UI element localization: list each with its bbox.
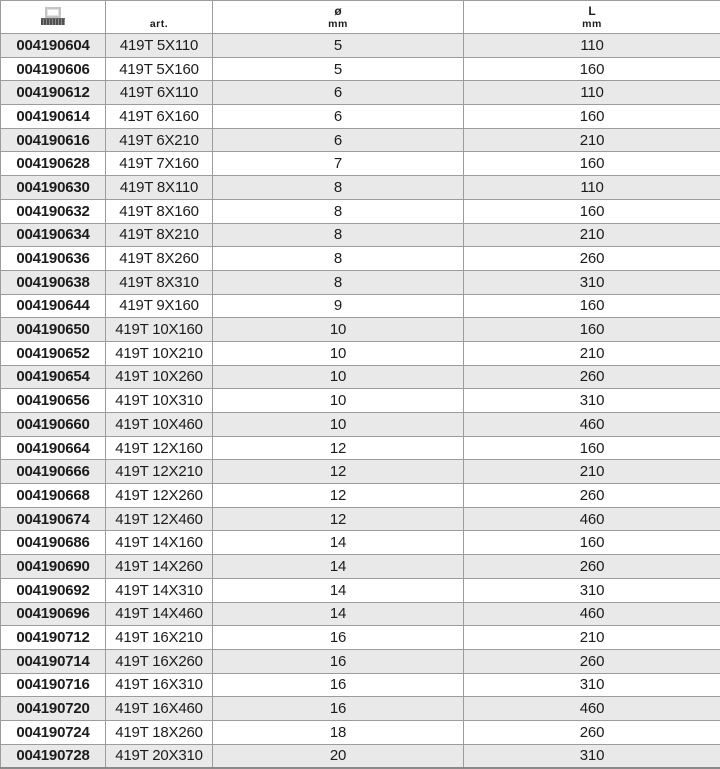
code-cell: 004190690 (1, 555, 106, 579)
diameter-cell: 16 (213, 649, 464, 673)
diameter-cell: 10 (213, 365, 464, 389)
diameter-cell: 7 (213, 152, 464, 176)
length-cell: 160 (464, 199, 720, 223)
length-cell: 160 (464, 105, 720, 129)
art-cell: 419T 10X460 (106, 413, 213, 437)
header-art-spacer (106, 5, 212, 18)
barcode-icon-stripes (41, 18, 65, 25)
code-cell: 004190614 (1, 105, 106, 129)
diameter-cell: 12 (213, 484, 464, 508)
art-cell: 419T 20X310 (106, 744, 213, 768)
art-cell: 419T 12X160 (106, 436, 213, 460)
length-cell: 160 (464, 531, 720, 555)
diameter-cell: 5 (213, 57, 464, 81)
table-row (1, 57, 720, 81)
diameter-cell: 14 (213, 578, 464, 602)
code-cell: 004190692 (1, 578, 106, 602)
code-cell: 004190656 (1, 389, 106, 413)
length-cell: 160 (464, 57, 720, 81)
diameter-cell: 8 (213, 223, 464, 247)
length-cell: 310 (464, 270, 720, 294)
art-cell: 419T 9X160 (106, 294, 213, 318)
art-cell: 419T 14X160 (106, 531, 213, 555)
diameter-cell: 5 (213, 34, 464, 58)
art-cell: 419T 10X210 (106, 341, 213, 365)
diameter-cell: 6 (213, 105, 464, 129)
code-cell: 004190712 (1, 626, 106, 650)
diameter-cell: 20 (213, 744, 464, 768)
table-row (1, 531, 720, 555)
art-cell: 419T 16X310 (106, 673, 213, 697)
length-cell: 210 (464, 626, 720, 650)
art-cell: 419T 5X160 (106, 57, 213, 81)
diameter-cell: 10 (213, 389, 464, 413)
code-cell: 004190674 (1, 507, 106, 531)
art-cell: 419T 8X210 (106, 223, 213, 247)
length-cell: 260 (464, 649, 720, 673)
table-row (1, 176, 720, 200)
table-row (1, 247, 720, 271)
code-cell: 004190612 (1, 81, 106, 105)
length-cell: 310 (464, 744, 720, 768)
art-cell: 419T 14X260 (106, 555, 213, 579)
length-cell: 160 (464, 436, 720, 460)
length-cell: 210 (464, 223, 720, 247)
header-length-column (464, 1, 720, 34)
table-row (1, 128, 720, 152)
code-cell: 004190636 (1, 247, 106, 271)
length-cell: 110 (464, 176, 720, 200)
code-cell: 004190716 (1, 673, 106, 697)
art-cell: 419T 5X110 (106, 34, 213, 58)
art-cell: 419T 12X460 (106, 507, 213, 531)
table-row (1, 34, 720, 58)
length-cell: 210 (464, 341, 720, 365)
length-cell: 160 (464, 318, 720, 342)
diameter-cell: 16 (213, 673, 464, 697)
header-length-unit: mm (464, 18, 720, 30)
length-cell: 260 (464, 555, 720, 579)
barcode-icon (41, 7, 65, 25)
art-cell: 419T 6X160 (106, 105, 213, 129)
diameter-cell: 6 (213, 81, 464, 105)
art-cell: 419T 14X460 (106, 602, 213, 626)
code-cell: 004190644 (1, 294, 106, 318)
table-row (1, 673, 720, 697)
code-cell: 004190632 (1, 199, 106, 223)
diameter-cell: 18 (213, 720, 464, 744)
code-cell: 004190604 (1, 34, 106, 58)
table-row (1, 105, 720, 129)
diameter-cell: 14 (213, 602, 464, 626)
length-cell: 110 (464, 81, 720, 105)
diameter-cell: 10 (213, 413, 464, 437)
art-cell: 419T 12X260 (106, 484, 213, 508)
table-row (1, 341, 720, 365)
table-row (1, 484, 720, 508)
table-body (1, 34, 720, 768)
art-cell: 419T 16X260 (106, 649, 213, 673)
diameter-cell: 12 (213, 507, 464, 531)
table-row (1, 223, 720, 247)
code-cell: 004190668 (1, 484, 106, 508)
diameter-cell: 14 (213, 555, 464, 579)
code-cell: 004190634 (1, 223, 106, 247)
table-header (1, 1, 720, 34)
header-art-column (106, 1, 213, 34)
diameter-cell: 12 (213, 460, 464, 484)
length-cell: 260 (464, 484, 720, 508)
length-cell: 160 (464, 152, 720, 176)
table-row (1, 81, 720, 105)
table-row (1, 744, 720, 768)
diameter-cell: 10 (213, 341, 464, 365)
table-row (1, 720, 720, 744)
art-cell: 419T 10X160 (106, 318, 213, 342)
code-cell: 004190696 (1, 602, 106, 626)
code-cell: 004190660 (1, 413, 106, 437)
code-cell: 004190652 (1, 341, 106, 365)
header-diameter-unit: mm (213, 18, 463, 30)
table-row (1, 365, 720, 389)
header-diameter-symbol: ø (213, 5, 463, 18)
table-row (1, 270, 720, 294)
diameter-cell: 16 (213, 626, 464, 650)
art-cell: 419T 8X310 (106, 270, 213, 294)
length-cell: 260 (464, 365, 720, 389)
length-cell: 460 (464, 697, 720, 721)
code-cell: 004190714 (1, 649, 106, 673)
code-cell: 004190630 (1, 176, 106, 200)
table-row (1, 199, 720, 223)
table-row (1, 389, 720, 413)
table-row (1, 436, 720, 460)
art-cell: 419T 10X310 (106, 389, 213, 413)
art-cell: 419T 7X160 (106, 152, 213, 176)
code-cell: 004190666 (1, 460, 106, 484)
code-cell: 004190686 (1, 531, 106, 555)
table-row (1, 649, 720, 673)
art-cell: 419T 16X460 (106, 697, 213, 721)
diameter-cell: 8 (213, 199, 464, 223)
table-row (1, 507, 720, 531)
art-cell: 419T 8X260 (106, 247, 213, 271)
header-row (1, 1, 720, 34)
art-cell: 419T 8X110 (106, 176, 213, 200)
art-cell: 419T 14X310 (106, 578, 213, 602)
diameter-cell: 8 (213, 247, 464, 271)
code-cell: 004190628 (1, 152, 106, 176)
header-code-column (1, 1, 106, 34)
diameter-cell: 8 (213, 176, 464, 200)
table-row (1, 578, 720, 602)
table-row (1, 413, 720, 437)
length-cell: 210 (464, 460, 720, 484)
diameter-cell: 8 (213, 270, 464, 294)
art-cell: 419T 18X260 (106, 720, 213, 744)
table-row (1, 152, 720, 176)
length-cell: 260 (464, 247, 720, 271)
length-cell: 460 (464, 602, 720, 626)
code-cell: 004190638 (1, 270, 106, 294)
length-cell: 310 (464, 389, 720, 413)
table-row (1, 626, 720, 650)
art-cell: 419T 10X260 (106, 365, 213, 389)
barcode-icon-label (45, 7, 61, 18)
code-cell: 004190664 (1, 436, 106, 460)
code-cell: 004190728 (1, 744, 106, 768)
table-row (1, 697, 720, 721)
code-cell: 004190654 (1, 365, 106, 389)
length-cell: 110 (464, 34, 720, 58)
length-cell: 210 (464, 128, 720, 152)
header-art-label: art. (106, 18, 212, 30)
art-cell: 419T 6X210 (106, 128, 213, 152)
art-cell: 419T 16X210 (106, 626, 213, 650)
length-cell: 260 (464, 720, 720, 744)
length-cell: 310 (464, 673, 720, 697)
header-length-symbol: L (464, 5, 720, 18)
table-row (1, 294, 720, 318)
diameter-cell: 10 (213, 318, 464, 342)
diameter-cell: 14 (213, 531, 464, 555)
code-cell: 004190724 (1, 720, 106, 744)
table-row (1, 602, 720, 626)
table-row (1, 555, 720, 579)
table-row (1, 318, 720, 342)
length-cell: 460 (464, 413, 720, 437)
code-cell: 004190720 (1, 697, 106, 721)
diameter-cell: 12 (213, 436, 464, 460)
header-diameter-column (213, 1, 464, 34)
code-cell: 004190650 (1, 318, 106, 342)
diameter-cell: 6 (213, 128, 464, 152)
table-row (1, 460, 720, 484)
art-cell: 419T 12X210 (106, 460, 213, 484)
art-cell: 419T 6X110 (106, 81, 213, 105)
length-cell: 310 (464, 578, 720, 602)
code-cell: 004190616 (1, 128, 106, 152)
length-cell: 460 (464, 507, 720, 531)
art-cell: 419T 8X160 (106, 199, 213, 223)
diameter-cell: 16 (213, 697, 464, 721)
length-cell: 160 (464, 294, 720, 318)
diameter-cell: 9 (213, 294, 464, 318)
code-cell: 004190606 (1, 57, 106, 81)
